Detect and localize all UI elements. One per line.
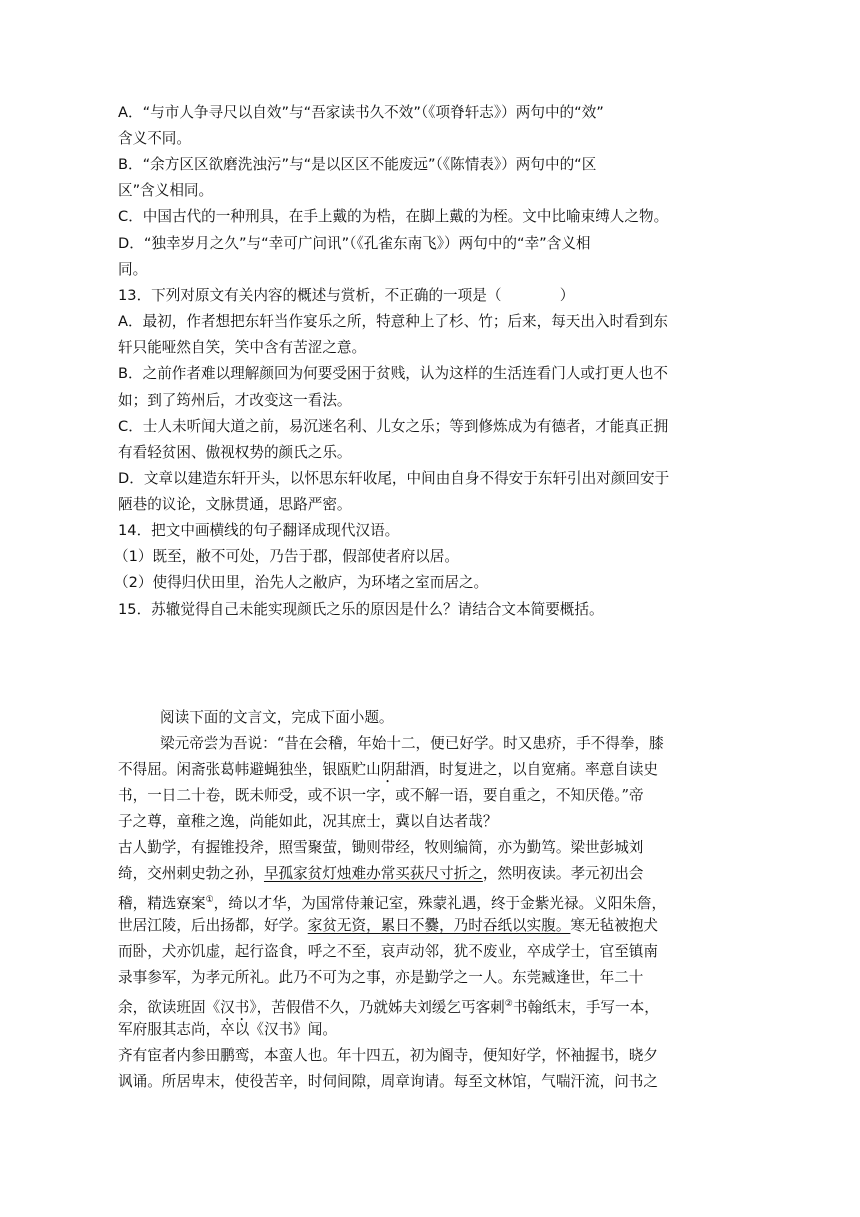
passage-text: ，绮以才华，为国常侍兼记室，殊蒙礼遇，终于金紫光禄。义阳朱詹， [213,895,667,912]
q12-option-d-line1: D．“独幸岁月之久”与“幸可广问讯”（《孔雀东南飞》）两句中的“幸”含义相 [118,235,591,252]
q13-option-a-line1: A．最初，作者想把东轩当作宴乐之所，特意种上了杉、竹；后来，每天出入时看到东 [118,313,668,330]
passage-line: 齐有宦者内参田鹏鸾，本蛮人也。年十四五，初为阍寺，便知好学，怀袖握书，晓夕 [118,1047,658,1064]
q13-option-c-line1: C．士人未听闻大道之前，易沉迷名利、儿女之乐；等到修炼成为有德者，才能真正拥 [118,418,669,435]
passage-line: 古人勤学，有握锥投斧，照雪聚萤，锄则带经，牧则编简，亦为勤笃。梁世彭城刘 [118,839,644,856]
q13-option-d-line1: D．文章以建造东轩开头，以怀思东轩收尾，中间由自身不得安于东轩引出对颜回安于 [118,470,670,487]
footnote-marker: ① [205,895,214,905]
passage-text: 绮，交州刺史勃之孙， [118,865,264,882]
passage-line: 军府服其志尚，卒以《汉书》闻。 [118,1021,337,1038]
q13-option-b-line1: B．之前作者难以理解颜回为何要受困于贫贱，认为这样的生活连看门人或打更人也不 [118,365,668,382]
passage-text: 稽，精选寮案 [118,895,206,912]
q12-option-b-line1: B．“余方区区欲磨洗浊污”与“是以区区不能废远”（《陈情表》）两句中的“区 [118,156,597,173]
passage-text: 书翰纸末，手写一本， [512,999,659,1016]
passage-text: 甜酒，时复进之，以自宽痛。率意自读史 [395,761,659,778]
passage-line: 而卧，犬亦饥虚，起行盗食，呼之不至，哀声动邻，犹不废业，卒成学士，官至镇南 [118,943,658,960]
q13-stem: 13．下列对原文有关内容的概述与赏析，不正确的一项是（ ） [118,287,575,304]
passage-text: ，然明夜读。孝元初出会 [482,865,644,882]
q12-option-d-line2: 同。 [118,261,148,278]
passage-text: 不得屈。闲斋张葛帏避蝇独坐，银瓯贮山 [118,761,381,778]
passage-text: 寒无毡被抱犬 [570,917,659,934]
q15-stem: 15．苏辙觉得自己未能实现颜氏之乐的原因是什么？请结合文本简要概括。 [118,601,604,618]
q12-option-a-line1: A．“与市人争寻尺以自效”与“吾家读书久不效”（《项脊轩志》）两句中的“效” [118,104,604,121]
q14-sentence-1: （1）既至，敝不可处，乃告于郡，假部使者府以居。 [114,548,459,565]
passage-line: 录事参军，为孝元所礼。此乃不可为之事，亦是勤学之一人。东莞臧逢世，年二十 [118,969,644,986]
passage-text: 余，欲读班固 [118,999,206,1016]
q12-option-c-line1: C．中国古代的一种刑具，在手上戴的为梏，在脚上戴的为桎。文中比喻束缚人之物。 [118,208,669,225]
passage-line: 子之尊，童稚之逸，尚能如此，况其庶士，冀以自达者哉？ [118,813,498,830]
q13-option-c-line2: 有看轻贫困、傲视权势的颜氏之乐。 [118,444,352,461]
passage-text: ，苦假借不久，乃就姊夫刘缓乞丐客刺 [256,999,505,1016]
passage-text: 世居江陵，后出扬都，好学。 [118,917,308,934]
passage-line [118,864,738,884]
emphasized-char: 阴 [380,761,396,778]
q13-option-a-line2: 轩只能哑然自笑，笑中含有苦涩之意。 [118,339,367,356]
q14-stem: 14．把文中画横线的句子翻译成现代汉语。 [118,522,400,539]
q13-option-b-line2: 如；到了筠州后，才改变这一看法。 [118,392,352,409]
emphasized-title: 《汉书》 [205,999,257,1016]
underlined-sentence: 家贫无资，累日不爨，乃时吞纸以实腹。 [307,917,571,934]
passage-line: 梁元帝尝为吾说：“昔在会稽，年始十二，便已好学。时又患疥，手不得拳，膝 [160,735,664,752]
q12-option-a-line2: 含义不同。 [118,130,191,147]
passage-line [118,760,738,786]
footnote-marker: ② [504,999,513,1009]
underlined-sentence: 早孤家贫灯烛难办常买荻尺寸折之 [263,865,483,882]
q13-option-d-line2: 陋巷的议论，文脉贯通，思路严密。 [118,496,352,513]
passage-intro: 阅读下面的文言文，完成下面小题。 [160,709,394,726]
q12-option-b-line2: 区”含义相同。 [118,182,214,199]
passage-line [118,916,738,936]
passage-line: 书，一日二十卷，既未师受，或不识一字，或不解一语，要自重之，不知厌倦。”帝 [118,787,644,804]
q14-sentence-2: （2）使得归伏田里，治先人之敝庐，为环堵之室而居之。 [114,574,489,591]
passage-line: 讽诵。所居卑末，使役苦辛，时伺间隙，周章询请。每至文林馆，气喘汗流，问书之 [118,1073,658,1090]
passage-line [118,890,738,914]
